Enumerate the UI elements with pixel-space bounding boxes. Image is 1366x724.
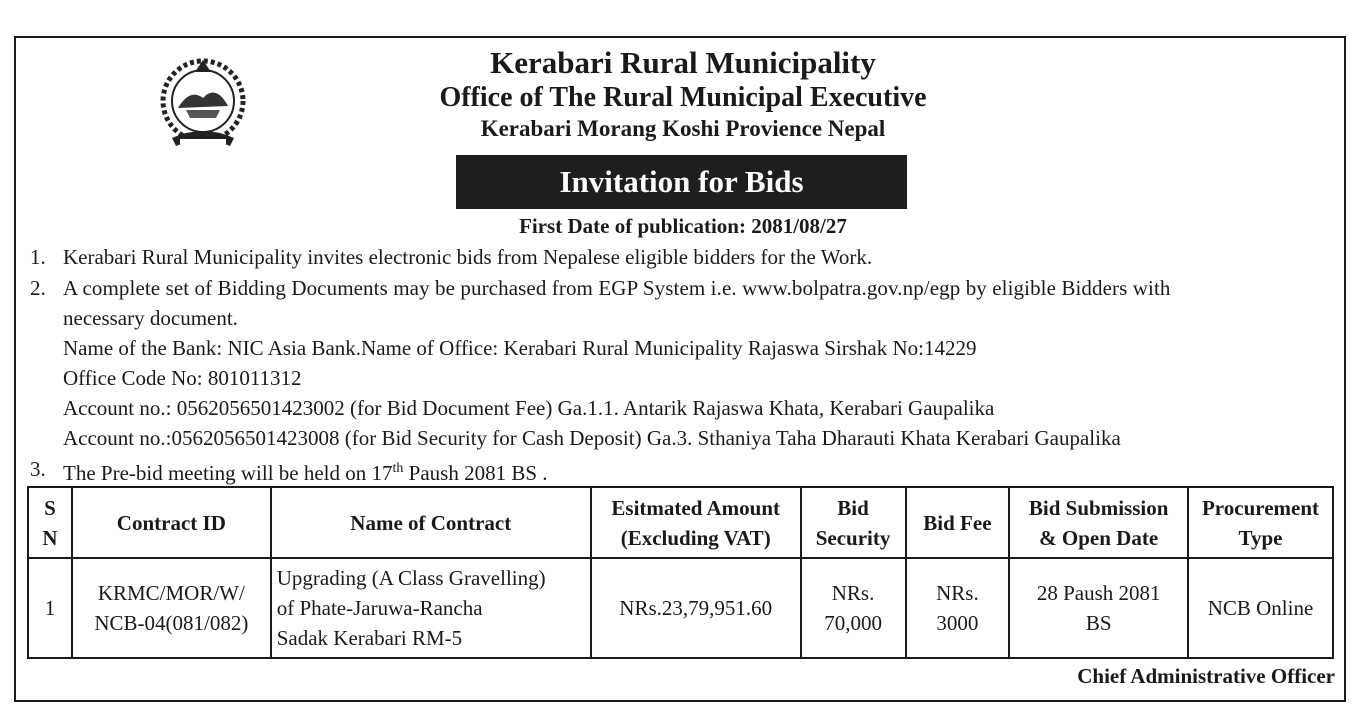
cell-contract-id: KRMC/MOR/W/ NCB-04(081/082) bbox=[72, 558, 271, 658]
col-name: Name of Contract bbox=[271, 487, 591, 558]
prebid-ordinal: th bbox=[392, 461, 404, 476]
col-amount: Esitmated Amount (Excluding VAT) bbox=[591, 487, 801, 558]
office-code: Office Code No: 801011312 bbox=[63, 366, 302, 390]
cell-procurement: NCB Online bbox=[1188, 558, 1333, 658]
account-security: Account no.:0562056501423008 (for Bid Security for Cash Deposit) Ga.3. Sthaniya Taha Dharauti Khata Kerabari Gaupalika bbox=[63, 426, 1121, 450]
account-fee: Account no.: 0562056501423002 (for Bid Document Fee) Ga.1.1. Antarik Rajaswa Khata, Kerabari Gaupalika bbox=[63, 396, 995, 420]
col-fee: Bid Fee bbox=[906, 487, 1010, 558]
col-procurement: Procurement Type bbox=[1188, 487, 1333, 558]
col-contract-id: Contract ID bbox=[72, 487, 271, 558]
cell-security: NRs. 70,000 bbox=[801, 558, 906, 658]
point-2-continuation: necessary document. bbox=[63, 306, 238, 330]
point-number-1: 1. bbox=[30, 245, 46, 269]
municipality-name: Kerabari Rural Municipality bbox=[490, 45, 876, 80]
point-1-text: Kerabari Rural Municipality invites electronic bids from Nepalese eligible bidders for the Work. bbox=[63, 245, 873, 269]
contract-table bbox=[27, 486, 1334, 659]
cell-amount: NRs.23,79,951.60 bbox=[591, 558, 801, 658]
bank-details: Name of the Bank: NIC Asia Bank.Name of Office: Kerabari Rural Municipality Rajaswa Sirshak No:14229 bbox=[63, 336, 977, 360]
prebid-text-end: Paush 2081 BS . bbox=[403, 461, 548, 485]
table-row bbox=[28, 558, 1333, 658]
prebid-text-start: The Pre-bid meeting will be held on 17 bbox=[63, 461, 393, 485]
point-2-text: A complete set of Bidding Documents may be purchased from EGP System i.e. www.bolpatra.gov.np/egp by eligible Bidders with bbox=[63, 276, 1171, 300]
cell-fee: NRs. 3000 bbox=[906, 558, 1010, 658]
col-sn: S N bbox=[28, 487, 72, 558]
cell-sn: 1 bbox=[28, 558, 72, 658]
table-header-row bbox=[28, 487, 1333, 558]
office-name: Office of The Rural Municipal Executive bbox=[439, 82, 927, 113]
col-security: Bid Security bbox=[801, 487, 906, 558]
office-address: Kerabari Morang Koshi Provience Nepal bbox=[480, 116, 886, 141]
notice-title-banner: Invitation for Bids bbox=[456, 155, 907, 209]
cell-submission: 28 Paush 2081 BS bbox=[1009, 558, 1188, 658]
publication-date: First Date of publication: 2081/08/27 bbox=[519, 214, 847, 238]
signatory-title: Chief Administrative Officer bbox=[1077, 664, 1335, 688]
point-3-text bbox=[63, 454, 548, 488]
col-submission: Bid Submission & Open Date bbox=[1009, 487, 1188, 558]
point-number-3: 3. bbox=[30, 457, 46, 481]
cell-name: Upgrading (A Class Gravelling) of Phate-Jaruwa-Rancha Sadak Kerabari RM-5 bbox=[271, 558, 591, 658]
point-number-2: 2. bbox=[30, 276, 46, 300]
